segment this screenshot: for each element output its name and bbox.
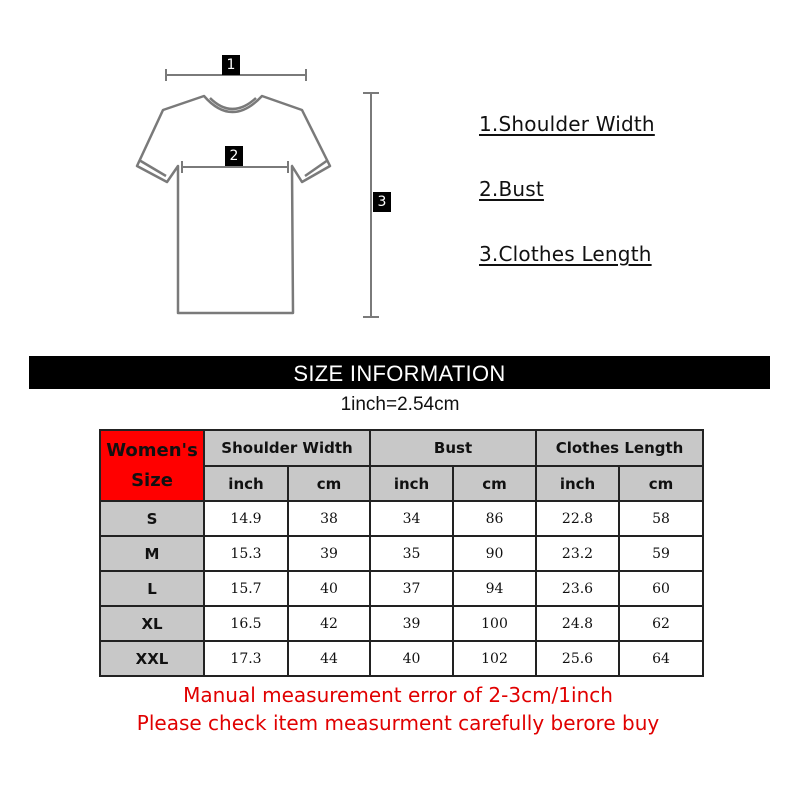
measurement-cell: 16.5 — [204, 606, 288, 641]
size-cell: M — [100, 536, 204, 571]
measurement-cell: 34 — [370, 501, 453, 536]
measurement-cell: 14.9 — [204, 501, 288, 536]
measurement-diagram — [0, 0, 800, 340]
table-row — [100, 641, 703, 676]
measurement-cell: 23.2 — [536, 536, 619, 571]
measurement-cell: 35 — [370, 536, 453, 571]
measurement-cell: 102 — [453, 641, 536, 676]
measurement-cell: 64 — [619, 641, 703, 676]
unit-conversion: 1inch=2.54cm — [340, 394, 460, 415]
tshirt-outline — [137, 96, 330, 313]
marker-1: 1 — [222, 55, 240, 75]
measurement-cell: 24.8 — [536, 606, 619, 641]
size-cell: L — [100, 571, 204, 606]
measurement-error-note: Manual measurement error of 2-3cm/1inch — [183, 683, 613, 707]
clothes-length-header: Clothes Length — [536, 430, 703, 466]
size-cell: XL — [100, 606, 204, 641]
measurement-cell: 40 — [370, 641, 453, 676]
unit-header: cm — [453, 466, 536, 501]
tshirt-diagram — [0, 0, 800, 340]
size-information-header: SIZE INFORMATION — [29, 356, 770, 389]
measurement-cell: 25.6 — [536, 641, 619, 676]
unit-header: inch — [204, 466, 288, 501]
measurement-cell: 59 — [619, 536, 703, 571]
measurement-cell: 15.7 — [204, 571, 288, 606]
legend-clothes-length: 3.Clothes Length — [479, 242, 652, 266]
measurement-cell: 60 — [619, 571, 703, 606]
size-cell: XXL — [100, 641, 204, 676]
measurement-cell: 86 — [453, 501, 536, 536]
legend-shoulder-width: 1.Shoulder Width — [479, 112, 655, 136]
unit-header: cm — [619, 466, 703, 501]
marker-3: 3 — [373, 192, 391, 212]
measurement-cell: 62 — [619, 606, 703, 641]
measurement-cell: 94 — [453, 571, 536, 606]
unit-header: inch — [370, 466, 453, 501]
measurement-cell: 42 — [288, 606, 370, 641]
measurement-cell: 90 — [453, 536, 536, 571]
measurement-cell: 37 — [370, 571, 453, 606]
measurement-cell: 23.6 — [536, 571, 619, 606]
table-body — [100, 501, 703, 676]
measurement-cell: 22.8 — [536, 501, 619, 536]
legend-bust: 2.Bust — [479, 177, 544, 201]
size-table — [99, 429, 704, 677]
shoulder-width-header: Shoulder Width — [204, 430, 370, 466]
measurement-cell: 39 — [288, 536, 370, 571]
table-row — [100, 536, 703, 571]
measurement-cell: 44 — [288, 641, 370, 676]
table-row — [100, 606, 703, 641]
check-measurement-note: Please check item measurment carefully berore buy — [136, 711, 660, 735]
measurement-cell: 100 — [453, 606, 536, 641]
size-label: Size — [131, 469, 173, 491]
measurement-cell: 39 — [370, 606, 453, 641]
bust-header: Bust — [370, 430, 536, 466]
size-cell: S — [100, 501, 204, 536]
measurement-cell: 38 — [288, 501, 370, 536]
measurement-cell: 58 — [619, 501, 703, 536]
measurement-cell: 40 — [288, 571, 370, 606]
womens-label: Women's — [106, 439, 198, 461]
measurement-cell: 17.3 — [204, 641, 288, 676]
marker-2: 2 — [225, 146, 243, 166]
measurement-cell: 15.3 — [204, 536, 288, 571]
womens-size-header — [100, 430, 204, 501]
unit-header: cm — [288, 466, 370, 501]
table-group-header-row — [100, 430, 703, 466]
table-row — [100, 501, 703, 536]
table-row — [100, 571, 703, 606]
unit-header: inch — [536, 466, 619, 501]
